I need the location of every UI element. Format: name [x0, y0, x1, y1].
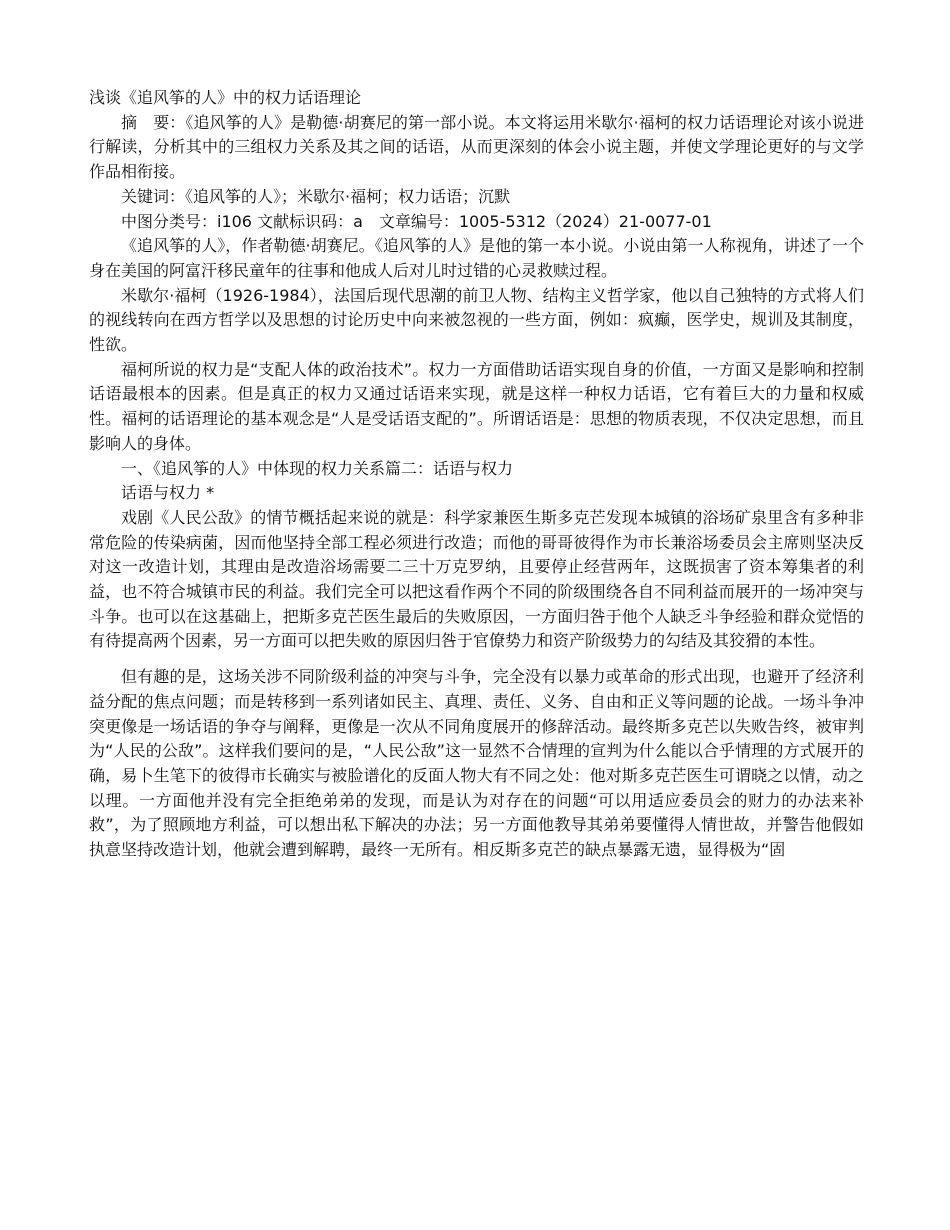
- keywords: 关键词：《追风筝的人》；米歇尔·福柯；权力话语；沉默: [121, 186, 511, 206]
- section-heading: 一、《追风筝的人》中体现的权力关系篇二：话语与权力: [121, 458, 514, 478]
- paragraph-discourse: 但有趣的是，这场关涉不同阶级利益的冲突与斗争，完全没有以暴力或革命的形式出现，也避开了经济利益分配的焦点问题；而是转移到一系列诸如民主、真理、责任、义务、自由和正义等问题的论战。一场斗争冲突更像是一场话语的争夺与阐释，更像是一次从不同角度展开的修辞活动。最终斯多克芒以失败告终，被审判为“人民的公敌”。这样我们要问的是，“人民公敌”这一显然不合情理的宣判为什么能以合乎情理的方式展开的确，易卜生笔下的彼得市长确实与被脸谱化的反面人物大有不同之处：他对斯多克芒医生可谓晓之以情，动之以理。一方面他并没有完全拒绝弟弟的发现，而是认为对存在的问题“可以用适应委员会的财力的办法来补救”，为了照顾地方利益，可以想出私下解决的办法；另一方面他教导其弟弟要懂得人情世故，并警告他假如执意坚持改造计划，他就会遭到解聘，最终一无所有。相反斯多克芒的缺点暴露无遗，显得极为“固: [89, 667, 864, 860]
- abstract: 摘 要：《追风筝的人》是勒德·胡赛尼的第一部小说。本文将运用米歇尔·福柯的权力话语理论对该小说进行解读，分析其中的三组权力关系及其之间的话语，从而更深刻的体会小说主题，并使文学理论更好的与文学作品相衔接。: [89, 112, 864, 182]
- article-page: [89, 86, 864, 863]
- paragraph-power: 福柯所说的权力是“支配人体的政治技术”。权力一方面借助话语实现自身的价值，一方面又是影响和控制话语最根本的因素。但是真正的权力又通过话语来实现，就是这样一种权力话语，它有着巨大的力量和权威性。福柯的话语理论的基本观念是“人是受话语支配的”。所谓话语是：思想的物质表现，不仅决定思想，而且影响人的身体。: [89, 359, 864, 453]
- paragraph-play-summary: 戏剧《人民公敌》的情节概括起来说的就是：科学家兼医生斯多克芒发现本城镇的浴场矿泉里含有多种非常危险的传染病菌，因而他坚持全部工程必须进行改造；而他的哥哥彼得作为市长兼浴场委员会主席则坚决反对这一改造计划，其理由是改造浴场需要二三十万克罗纳，且要停止经营两年，这既损害了资本筹集者的利益，也不符合城镇市民的利益。我们完全可以把这看作两个不同的阶级围绕各自不同利益而展开的一场冲突与斗争。也可以在这基础上，把斯多克芒医生最后的失败原因，一方面归咎于他个人缺乏斗争经验和群众觉悟的有待提高两个因素，另一方面可以把失败的原因归咎于官僚势力和资产阶级势力的勾结及其狡猾的本性。: [89, 507, 864, 651]
- subheading: 话语与权力 *: [121, 483, 215, 503]
- paragraph-gap: [89, 654, 864, 665]
- classification-info: 中图分类号：i106 文献标识码：a 文章编号：1005-5312（2024）21-0077-01: [121, 211, 712, 231]
- article-title: 浅谈《追风筝的人》中的权力话语理论: [89, 88, 362, 107]
- paragraph-intro: 《追风筝的人》，作者勒德·胡赛尼。《追风筝的人》是他的第一本小说。小说由第一人称视角，讲述了一个身在美国的阿富汗移民童年的往事和他成人后对儿时过错的心灵救赎过程。: [89, 236, 864, 280]
- paragraph-foucault: 米歇尔·福柯（1926-1984），法国后现代思潮的前卫人物、结构主义哲学家，他以自己独特的方式将人们的视线转向在西方哲学以及思想的讨论历史中向来被忽视的一些方面，例如：疯癫，医学史，规训及其制度，性欲。: [89, 285, 864, 355]
